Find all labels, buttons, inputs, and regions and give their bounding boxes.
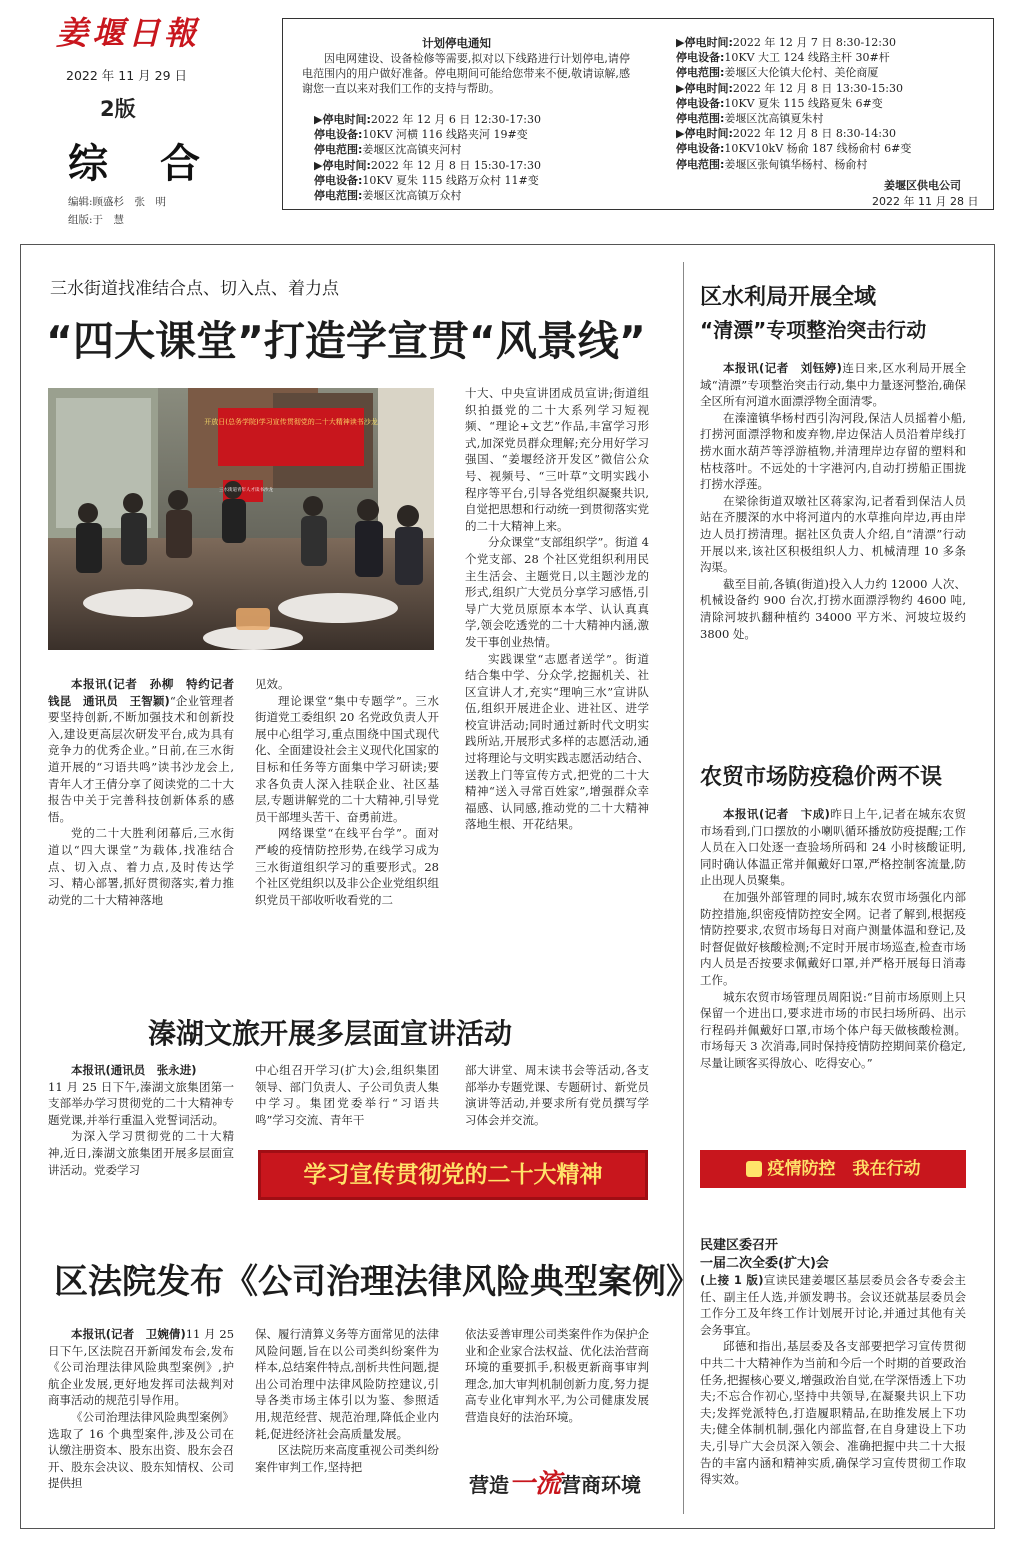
- business-environment-logo: 营造一流营商环境: [468, 1469, 641, 1499]
- article3-col1: 本报讯(记者 卫婉倩)11 月 25 日下午,区法院召开新闻发布会,发布《公司治理法律风险典型案例》,护航企业发展,更好地发挥司法裁判对商事活动的规范引导作用。 《公司治理法律风险典型案例》选取了 16 个典型案件,涉及公司在认缴注册资本、股东出资、股东会召开、股东会决议、股东知情权、公司提供担: [48, 1327, 235, 1491]
- article2-col1: 本报讯(通讯员 张永进) 11 月 25 日下午,溱湖文旅集团第一支部举办学习贯彻党的二十大精神专题党课,并举行重温入党誓词活动。 为深入学习贯彻党的二十大精神,近日,溱湖文旅集团开展多层面宣讲活动。党委学习: [48, 1063, 234, 1177]
- article5-headline: 农贸市场防疫稳价两不误: [700, 765, 943, 790]
- article1-headline: “四大课堂”打造学宣贯“风景线”: [46, 317, 646, 365]
- section-title: 综 合: [68, 140, 206, 187]
- newspaper-logo: 姜堰日報: [56, 14, 201, 52]
- masthead: [14, 8, 276, 230]
- article4-headline1: 区水利局开展全域: [700, 285, 877, 310]
- notice-title: 计划停电通知: [422, 36, 491, 50]
- notice-list-left: ▶停电时间:2022 年 12 月 6 日 12:30-17:30 停电设备:10KV 河横 116 线路夹河 19#变 停电范围:姜堰区沈高镇夹河村 ▶停电时间:2022 年 12 月 8 日 15:30-17:30 停电设备:10KV 夏朱 115 线路万众村 11#变 停电范围:姜堰区沈高镇万众村: [314, 113, 541, 203]
- article6-headline2: 一届二次全委(扩大)会: [700, 1256, 829, 1271]
- article3-headline: 区法院发布《公司治理法律风险典型案例》: [54, 1262, 700, 1302]
- photo-sign: 三水街道青年人才读书沙龙: [219, 488, 273, 493]
- fist-icon: [746, 1161, 762, 1177]
- epidemic-banner: [700, 1150, 966, 1188]
- column-divider: [683, 262, 684, 1514]
- article3-col2: 保、履行清算义务等方面常见的法律风险问题,旨在以公司类纠纷案件为样本,总结案件特点,剖析共性问题,提出公司治理中法律风险防控建议,引导各类市场主体引以为鉴、参照适用,规范经营、规范治理,降低企业内耗,促进经济社会高质量发展。 区法院历来高度重视公司类纠纷案件审判工作,坚持把: [255, 1327, 439, 1474]
- study-banner-text: 学习宣传贯彻党的二十大精神: [303, 1162, 603, 1188]
- notice-intro: 因电网建设、设备检修等需要,拟对以下线路进行计划停电,请停电范围内的用户做好准备。停电期间可能给您带来不便,敬请谅解,感谢您一直以来对我们工作的支持与帮助。: [302, 52, 630, 96]
- article1-col3: 十大、中央宣讲团成员宣讲;街道组织拍摄党的二十大系列学习短视频、“理论+文艺”作品,丰富学习形式,加深党员群众理解;充分用好学习强国、“姜堰经济开发区”微信公众号、视频号、“三叶草”文明实践小程序等平台,引导各党组织凝聚共识,自觉把思想和行动统一到贯彻落实党的二十大精神上来。 分众课堂“支部组织学”。街道 4 个党支部、28 个社区党组织利用民主生活会、主题党日,以主题沙龙的形式,组织广大党员分享学习感悟,引导广大党员原原本本学、认认真真学,领会吃透党的二十大精神内涵,激发干事创业热情。 实践课堂“志愿者送学”。街道结合集中学、分众学,挖掘机关、社区宣讲人才,充实“理响三水”宣讲队伍,组织开展进企业、进社区、进学校宣讲活动;同时通过新时代文明实践所站,开展形式多样的志愿活动,通过将理论与文明实践志愿活动结合、送教上门等宣传方式,把党的二十大精神“送入寻常百姓家”,增强群众幸福感、认同感,推动党的二十大精神落地生根、开花结果。: [465, 386, 649, 832]
- article4-body: 本报讯(记者 刘钰婷)连日来,区水利局开展全域“清漂”专项整治突击行动,集中力量逐河整治,确保全区所有河道水面漂浮物全面清零。 在溱潼镇华杨村西引沟河段,保洁人员摇着小船,打捞河面漂浮物和废弃物,岸边保洁人员沿着岸线打捞水面水葫芦等浮游植物,并清理岸边存留的塑料和枯枝落叶。不远处的十字港河内,自动打捞船正围拢打捞水浮莲。 在梁徐街道双墩社区蒋家沟,记者看到保洁人员站在齐腰深的水中将河道内的水草推向岸边,再由岸边人员打捞清理。据社区负责人介绍,自“清漂”行动开展以来,该社区积极组织人力、机械清理 10 多条沟渠。 截至目前,各镇(街道)投入人力约 12000 人次、机械设备约 900 台次,打捞水面漂浮物约 4600 吨,清除河坡扒翻种植约 34000 平方米、河坡垃圾约 3800 处。: [700, 361, 967, 641]
- photo-screen-text: 开放日(总务学院)学习宣传贯彻党的二十大精神读书沙龙: [204, 418, 378, 426]
- article1-photo: [48, 388, 434, 650]
- notice-list-right: ▶停电时间:2022 年 12 月 7 日 8:30-12:30 停电设备:10KV 大工 124 线路主杆 30#杆 停电范围:姜堰区大伦镇大伦村、美伦商厦 ▶停电时间:2022 年 12 月 8 日 13:30-15:30 停电设备:10KV 夏朱 115 线路夏朱 6#变 停电范围:姜堰区沈高镇夏朱村 ▶停电时间:2022 年 12 月 8 日 8:30-14:30 停电设备:10KV10kV 杨俞 187 线杨俞村 6#变 停电范围:姜堰区张甸镇华杨村、杨俞村: [676, 36, 912, 171]
- article5-body: 本报讯(记者 卞成)昨日上午,记者在城东农贸市场看到,门口摆放的小喇叭循环播放防疫提醒;工作人员在入口处逐一查验场所码和 24 小时核酸证明,同时确认体温正常并佩戴好口罩,严格控制客流量,防止出现人员聚集。 在加强外部管理的同时,城东农贸市场强化内部防控措施,织密疫情防控安全网。记者了解到,根据疫情防控要求,农贸市场每日对商户测量体温和登记,及时督促做好核酸检测;不定时开展市场巡查,检查市场内人员是否按要求佩戴好口罩,并严格开展每日消毒工作。 城东农贸市场管理员周阳说:“目前市场原则上只保留一个进出口,要求进市场的市民扫场所码、出示行程码并佩戴好口罩,市场个体户每天做核酸检测。市场每天 3 次消毒,同时保持疫情防控期间菜价稳定,尽量让顾客买得放心、吃得安心。”: [700, 807, 966, 1070]
- article1-col2: 见效。 理论课堂“集中专题学”。三水街道党工委组织 20 名党政负责人开展中心组学习,重点围绕中国式现代化、全面建设社会主义现代化国家的目标和任务等方面集中学习研读;要求各负责人深入挂联企业、社区基层,专题讲解党的二十大精神,引导党员干部埋头苦干、奋勇前进。 网络课堂“在线平台学”。面对严峻的疫情防控形势,在线学习成为三水街道组织学习的重要形式。28 个社区党组织以及非公企业党组织组织党员干部收听收看党的二: [255, 677, 439, 907]
- article4-headline2: “清漂”专项整治突击行动: [700, 318, 927, 342]
- article3-col3: 依法妥善审理公司类案件作为保护企业和企业家合法权益、优化法治营商环境的重要抓手,积极更新商事审判理念,加大审判机制创新力度,努力提高专业化审判水平,为公司健康发展营造良好的法治环境。: [465, 1327, 649, 1424]
- layout-editor: 组版:于 慧: [68, 214, 125, 226]
- notice-signature: 姜堰区供电公司: [884, 179, 961, 192]
- meeting-photo-illustration: [48, 388, 434, 650]
- article2-headline: 溱湖文旅开展多层面宣讲活动: [148, 1017, 513, 1050]
- article6-headline1: 民建区委召开: [700, 1238, 779, 1253]
- editors: 编辑:顾盛杉 张 明: [68, 196, 167, 208]
- article1-col1: 本报讯(记者 孙柳 特约记者 钱昆 通讯员 王智颖)“企业管理者要坚持创新,不断加强技术和创新投入,建设更高层次研发平台,成为具有竞争力的优秀企业。”日前,在三水街道开展的“习语共鸣”读书沙龙会上,青年人才王倩分享了阅读党的二十大报告中关于完善科技创新体系的感悟。 党的二十大胜利闭幕后,三水街道以“四大课堂”为载体,找准结合点、切入点、着力点,及时传达学习、精心部署,抓好贯彻落实,着力推动党的二十大精神落地: [48, 677, 246, 907]
- article6-body: (上接 1 版)宣读民建姜堰区基层委员会各专委会主任、副主任人选,并颁发聘书。会议还就基层委员会工作分工及年终工作计划展开讨论,并通过其他有关会务事宜。 邱德和指出,基层委及各支部要把学习宣传贯彻中共二十大精神作为当前和今后一个时期的首要政治任务,把握核心要义,增强政治自觉,在学深悟透上下功夫;不忘合作初心,坚持中共领导,在凝聚共识上下功夫;发挥党派特色,打造履职精品,在助推发展上下功夫;健全体制机制,强化内部监督,在自身建设上下功夫,引导广大会员深入领会、准确把握中共二十大报告的丰富内涵和精神实质,确保学习宣传贯彻工作取得实效。: [700, 1273, 966, 1487]
- study-banner: [258, 1150, 648, 1200]
- article1-kicker: 三水街道找准结合点、切入点、着力点: [50, 279, 339, 299]
- article2-col2: 中心组召开学习(扩大)会,组织集团领导、部门负责人、子公司负责人集中学习。集团党委举行“习语共鸣”学习交流、青年干: [255, 1063, 439, 1127]
- issue-date: 2022 年 11 月 29 日: [66, 68, 187, 83]
- page-number: 2版: [100, 97, 136, 121]
- article2-col3: 部大讲堂、周末读书会等活动,各支部举办专题党课、专题研讨、新党员演讲等活动,并要求所有党员撰写学习体会并交流。: [465, 1063, 649, 1127]
- notice-sign-date: 2022 年 11 月 28 日: [872, 195, 979, 208]
- epidemic-banner-text: 疫情防控 我在行动: [767, 1159, 921, 1179]
